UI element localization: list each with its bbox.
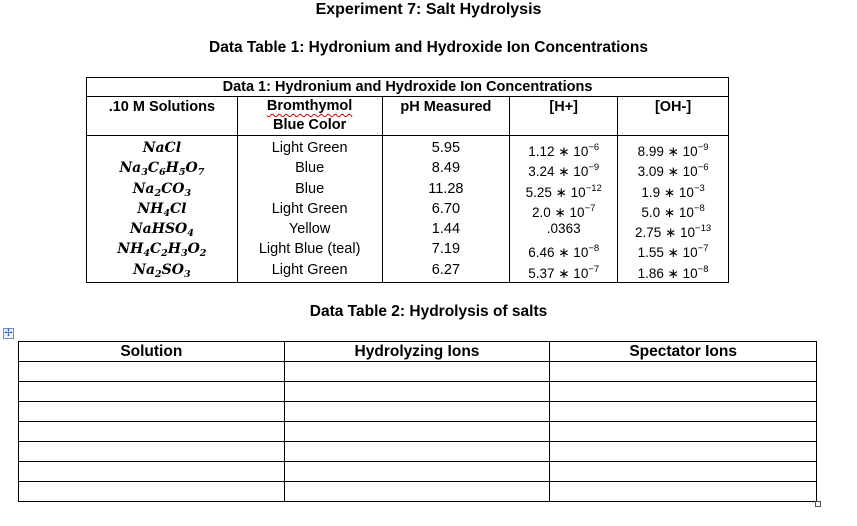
hydrolyzing-ions-cell[interactable] <box>284 442 550 462</box>
spectator-ions-cell[interactable] <box>550 482 817 502</box>
hydroxide-column <box>618 136 729 283</box>
hydronium-value: 5.25 ∗ $10^{-12}$ <box>525 182 602 200</box>
header-color-line2: Blue Color <box>272 117 347 133</box>
hydrolyzing-ions-cell[interactable] <box>284 422 550 442</box>
table1-caption: Data 1: Hydronium and Hydroxide Ion Concentrations <box>87 78 729 97</box>
ph-value: 8.49 <box>431 160 461 177</box>
solution-cell[interactable] <box>19 382 285 402</box>
table2-heading: Data Table 2: Hydrolysis of salts <box>309 303 548 320</box>
indicator-color: Light Green <box>271 140 348 156</box>
hydroxide-value: 8.99 ∗ $10^{-9}$ <box>637 142 709 159</box>
indicator-color: Blue <box>295 180 325 197</box>
table1-heading: Data Table 1: Hydronium and Hydroxide Ion Concentrations <box>209 39 648 56</box>
solution-formula: $Na_2SO_3$ <box>133 261 191 280</box>
ph-value: 6.27 <box>431 261 461 278</box>
color-column <box>237 136 382 283</box>
solution-cell[interactable] <box>19 422 285 442</box>
solution-formula: $Na_3C_6H_5O_7$ <box>119 160 205 179</box>
indicator-color: Yellow <box>288 221 331 238</box>
solutions-column <box>87 136 238 283</box>
hydronium-value: 2.0 ∗ $10^{-7}$ <box>531 202 596 220</box>
ph-column <box>382 136 510 283</box>
hydrolyzing-ions-cell[interactable] <box>284 402 550 422</box>
ph-value: 11.28 <box>428 180 464 197</box>
spectator-ions-cell[interactable] <box>550 442 817 462</box>
header-solutions: .10 M Solutions <box>87 97 238 136</box>
solution-formula: $NH_4Cl$ <box>137 200 187 219</box>
hydronium-value: 1.12 ∗ $10^{-6}$ <box>528 142 600 159</box>
spectator-ions-cell[interactable] <box>550 362 817 382</box>
table-row <box>19 462 817 482</box>
table-row <box>19 362 817 382</box>
hydroxide-value: 2.75 ∗ $10^{-13}$ <box>634 223 712 241</box>
hydronium-column <box>510 136 618 283</box>
hydroxide-value: 1.86 ∗ $10^{-8}$ <box>637 263 709 281</box>
solution-formula: NaHSO$_4$ <box>129 221 194 240</box>
header-hydrolyzing-ions: Hydrolyzing Ions <box>284 342 550 362</box>
hydrolyzing-ions-cell[interactable] <box>284 462 550 482</box>
solution-cell[interactable] <box>19 482 285 502</box>
table-resize-handle[interactable] <box>815 501 821 507</box>
header-hydroxide: [OH-] <box>618 97 729 136</box>
solution-cell[interactable] <box>19 442 285 462</box>
hydronium-value: 5.37 ∗ $10^{-7}$ <box>528 263 600 281</box>
header-hydronium: [H+] <box>510 97 618 136</box>
spectator-ions-cell[interactable] <box>550 382 817 402</box>
solution-formula: $Na_2CO_3$ <box>132 180 192 199</box>
hydronium-value: 6.46 ∗ $10^{-8}$ <box>528 243 600 261</box>
solution-cell[interactable] <box>19 402 285 422</box>
ph-value: 6.70 <box>431 200 461 217</box>
hydroxide-value: 1.9 ∗ $10^{-3}$ <box>641 182 705 200</box>
spectator-ions-cell[interactable] <box>550 462 817 482</box>
hydronium-value: .0363 <box>546 221 581 237</box>
table-row <box>19 422 817 442</box>
header-ph: pH Measured <box>382 97 510 136</box>
table-row <box>19 482 817 502</box>
table-row <box>19 402 817 422</box>
hydroxide-value: 1.55 ∗ $10^{-7}$ <box>637 243 709 261</box>
table-move-handle[interactable]: ✢ <box>4 328 13 339</box>
ph-value: 7.19 <box>431 241 461 258</box>
hydroxide-value: 5.0 ∗ $10^{-8}$ <box>641 202 705 220</box>
indicator-color: Blue <box>295 160 325 177</box>
hydroxide-value: 3.09 ∗ $10^{-6}$ <box>637 162 709 180</box>
spectator-ions-cell[interactable] <box>550 422 817 442</box>
solution-formula: $NH_4C_2H_3O_2$ <box>117 241 207 260</box>
solution-cell[interactable] <box>19 462 285 482</box>
table-row <box>19 382 817 402</box>
ph-value: 1.44 <box>431 221 461 238</box>
hydrolyzing-ions-cell[interactable] <box>284 482 550 502</box>
solution-cell[interactable] <box>19 362 285 382</box>
document-title: Experiment 7: Salt Hydrolysis <box>315 1 542 18</box>
header-spectator-ions: Spectator Ions <box>550 342 817 362</box>
header-indicator-color <box>237 97 382 136</box>
hydrolyzing-ions-cell[interactable] <box>284 382 550 402</box>
hydronium-value: 3.24 ∗ $10^{-9}$ <box>528 162 600 180</box>
indicator-color: Light Blue (teal) <box>258 241 361 258</box>
table-row <box>19 442 817 462</box>
indicator-color: Light Green <box>271 261 348 278</box>
indicator-color: Light Green <box>271 200 348 217</box>
spectator-ions-cell[interactable] <box>550 402 817 422</box>
data-table-1 <box>86 77 729 283</box>
ph-value: 5.95 <box>431 140 461 156</box>
hydrolyzing-ions-cell[interactable] <box>284 362 550 382</box>
solution-formula: NaCl <box>142 140 182 156</box>
data-table-2[interactable] <box>18 341 817 502</box>
header-color-line1: Bromthymol <box>266 98 353 114</box>
header-solution: Solution <box>19 342 285 362</box>
